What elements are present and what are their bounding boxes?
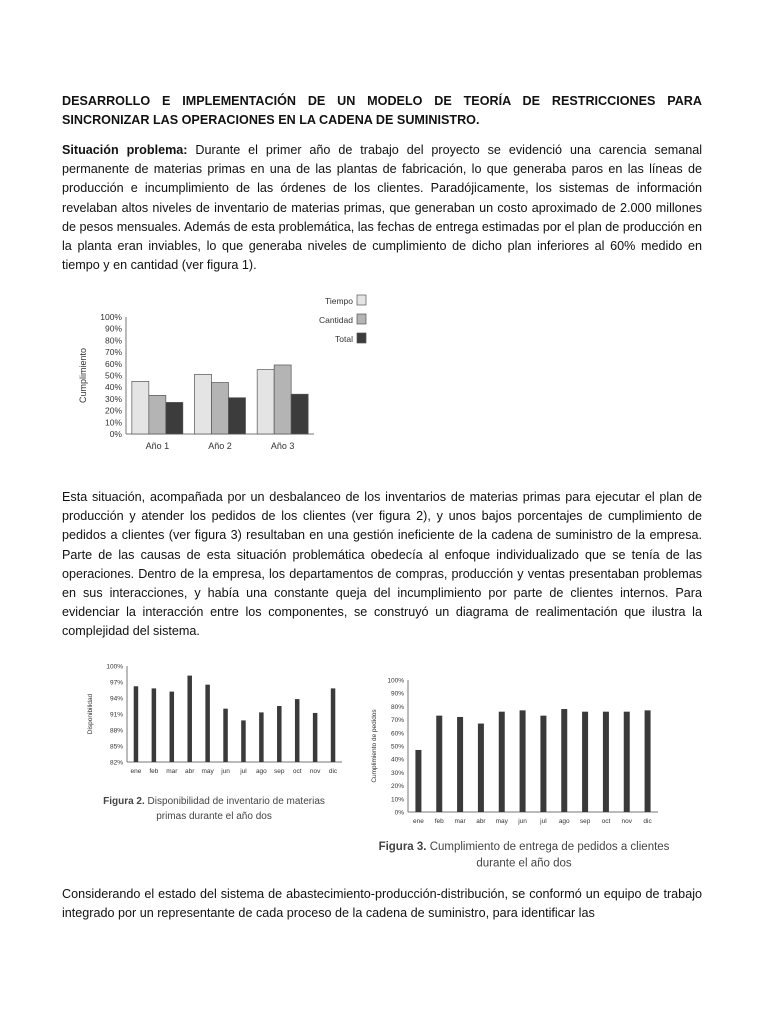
caption-lead: Figura 3. [378, 841, 427, 853]
bar-cantidad [212, 383, 229, 434]
caption-text: primas durante el año dos [156, 811, 272, 822]
bar-cantidad [149, 395, 166, 434]
x-tick-label: ene [412, 818, 424, 825]
figure-caption [379, 841, 670, 870]
bar-may [499, 712, 505, 812]
legend-label: Total [335, 334, 353, 344]
caption-line [156, 811, 272, 822]
bar-tiempo [132, 381, 149, 434]
x-tick-label: sep [274, 768, 285, 775]
bar-abr [187, 676, 192, 762]
paragraph-body: Durante el primer año de trabajo del proyecto se evidenció una carencia semanal permanente de materias primas en una de las plantas de fabricación, lo que generaba paros en las líneas de producción e incumplimiento de las órdenes de los clientes. Paradójicamente, los sistemas de información revelaban altos niveles de inventario de materias primas, que generaban un costo aproximado de 2.000 millones de pesos mensuales. Además de esta problemática, las fechas de entrega estimadas por el plan de producción en la planta eran inviables, lo que generaba niveles de cumplimiento de dicho plan inferiores al 60% medido en tiempo y en cantidad (ver figura 1). [62, 143, 703, 273]
y-tick-label: 20% [104, 405, 122, 416]
bar-jun [223, 709, 228, 762]
caption-lead: Figura 2. [103, 796, 145, 807]
y-tick-label: 90% [390, 690, 404, 698]
y-tick-label: 60% [390, 730, 404, 738]
x-tick-label: sep [579, 818, 591, 825]
x-tick-label: jun [518, 818, 527, 825]
y-tick-label: 100% [106, 663, 123, 671]
x-tick-label: nov [309, 768, 321, 775]
y-tick-label: 88% [109, 727, 123, 735]
paragraph-lead: Situación problema: [62, 143, 188, 157]
y-tick-label: 100% [100, 312, 122, 322]
x-tick-label: abr [185, 768, 195, 775]
bar-jul [241, 720, 246, 762]
y-tick-label: 10% [104, 417, 122, 428]
bar-mar [457, 717, 463, 812]
legend-label: Tiempo [324, 296, 353, 306]
y-tick-label: 20% [390, 783, 404, 791]
bar-jul [540, 716, 546, 812]
bar-mar [170, 692, 175, 762]
y-tick-label: 0% [394, 809, 404, 817]
bar-nov [624, 712, 630, 812]
legend-swatch [357, 295, 366, 305]
x-tick-label: ago [255, 768, 267, 775]
bar-sep [582, 712, 588, 812]
x-tick-label: Año 3 [270, 441, 295, 451]
bar-total [291, 394, 308, 434]
y-tick-label: 90% [104, 323, 122, 334]
y-tick-label: 0% [109, 429, 122, 439]
y-tick-label: 97% [109, 679, 123, 687]
y-tick-label: 10% [390, 796, 404, 804]
y-tick-label: 70% [390, 717, 404, 725]
bar-feb [152, 688, 157, 762]
bar-abr [478, 724, 484, 812]
y-tick-label: 50% [104, 370, 122, 381]
bar-dic [331, 688, 336, 762]
paragraph-considerando: Considerando el estado del sistema de abastecimiento-producción-distribución, se conformó un equipo de trabajo integrado por un representante de cada proceso de la cadena de suministro, para identificar las [62, 887, 702, 921]
x-tick-label: ago [558, 818, 570, 825]
figure-3-chart [366, 670, 676, 872]
y-axis-label: Cumplimiento de pedidos [371, 709, 378, 783]
caption-line [476, 858, 572, 870]
y-tick-label: 60% [104, 358, 122, 369]
x-tick-label: dic [643, 818, 652, 825]
caption-line [379, 841, 670, 853]
y-tick-label: 40% [104, 382, 122, 393]
x-tick-label: nov [621, 818, 632, 825]
y-tick-label: 100% [387, 677, 404, 685]
y-tick-label: 94% [109, 695, 123, 703]
y-tick-label: 82% [109, 759, 123, 767]
legend-swatch [357, 314, 366, 324]
bar-sep [277, 706, 282, 762]
x-tick-label: mar [454, 818, 466, 825]
bar-may [205, 685, 210, 762]
bar-jun [520, 710, 526, 812]
x-tick-label: oct [601, 818, 611, 825]
bar-total [229, 398, 246, 434]
bar-total [166, 402, 183, 434]
y-tick-label: 40% [390, 756, 404, 764]
document-title: DESARROLLO E IMPLEMENTACIÓN DE UN MODELO DE TEORÍA DE RESTRICCIONES PARA SINCRONIZAR LAS OPERACIONES EN LA CADENA DE SUMINISTRO. [62, 94, 702, 128]
x-tick-label: jul [540, 818, 547, 825]
x-tick-label: feb [149, 768, 159, 775]
bar-oct [295, 699, 300, 762]
legend-swatch [357, 333, 366, 343]
caption-text: Cumplimiento de entrega de pedidos a clientes [426, 841, 670, 853]
figure-1-chart [72, 292, 382, 464]
x-tick-label: may [201, 768, 214, 775]
y-tick-label: 50% [390, 743, 404, 751]
y-axis-label: Disponibilidad [87, 693, 94, 735]
x-tick-label: Año 1 [145, 441, 170, 451]
paragraph-situacion-problema [62, 141, 702, 275]
figure-2-chart [82, 658, 352, 826]
bar-tiempo [257, 370, 274, 434]
y-tick-label: 80% [104, 335, 122, 346]
caption-line [103, 796, 325, 807]
bar-oct [603, 712, 609, 812]
caption-text: durante el año dos [476, 857, 572, 870]
x-tick-label: abr [476, 818, 486, 825]
bar-tiempo [195, 374, 212, 434]
bar-ago [561, 709, 567, 812]
y-axis-label: Cumplimiento [78, 347, 88, 404]
x-tick-label: may [495, 818, 508, 825]
x-tick-label: mar [166, 768, 178, 775]
x-tick-label: feb [434, 818, 444, 825]
x-tick-label: dic [328, 768, 338, 775]
y-tick-label: 30% [104, 393, 122, 404]
caption-text: Disponibilidad de inventario de materias [144, 796, 325, 807]
x-tick-label: jul [240, 768, 247, 775]
bar-ene [415, 750, 421, 812]
y-tick-label: 85% [109, 743, 123, 751]
y-tick-label: 30% [390, 769, 404, 777]
paragraph-situacion: Esta situación, acompañada por un desbalanceo de los inventarios de materias primas para ejecutar el plan de producción y atender los pedidos de los clientes (ver figura 2), y unos bajos porcentajes de cumplimiento de pedidos a clientes (ver figura 3) resultaban en una gestión ineficiente de la cadena de suministro de la empresa. Parte de las causas de esta situación problemática obedecía al enfoque individualizado que se tenía de las operaciones. Dentro de la empresa, los departamentos de compras, producción y ventas presentaban problemas en sus interacciones, y había una constante queja del incumplimiento por parte de clientes internos. Para evidenciar la interacción entre los componentes, se construyó un diagrama de realimentación que ilustra la complejidad del sistema. [62, 490, 702, 639]
x-tick-label: jun [221, 768, 230, 775]
y-tick-label: 91% [109, 711, 123, 719]
bar-nov [313, 713, 318, 762]
y-tick-label: 80% [390, 703, 404, 711]
bar-ene [134, 686, 139, 762]
figure-caption [103, 796, 325, 822]
bar-ago [259, 712, 264, 762]
x-tick-label: ene [130, 768, 142, 775]
legend-label: Cantidad [318, 315, 353, 325]
bar-dic [645, 710, 651, 812]
bar-cantidad [274, 365, 291, 434]
x-tick-label: oct [292, 768, 302, 775]
bar-feb [436, 716, 442, 812]
x-tick-label: Año 2 [208, 441, 232, 451]
y-tick-label: 70% [104, 347, 122, 358]
